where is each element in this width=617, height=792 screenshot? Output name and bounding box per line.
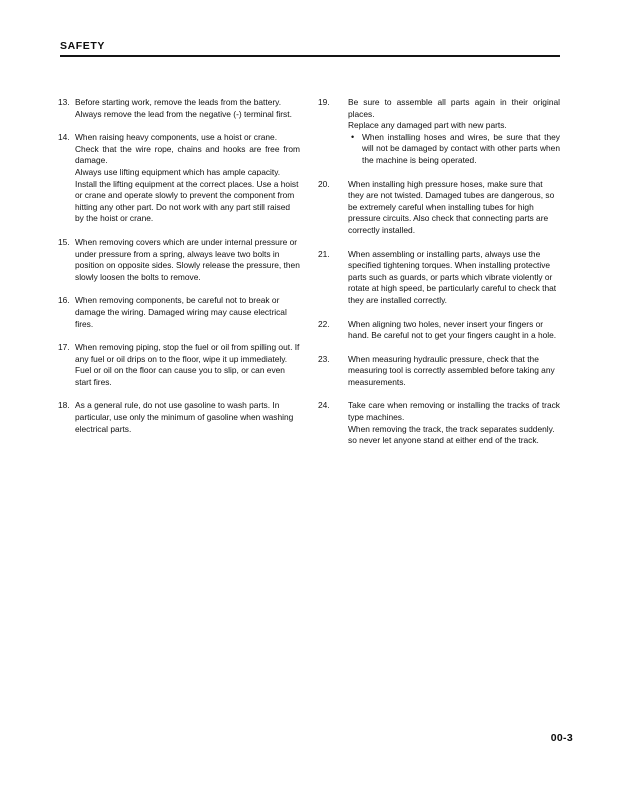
safety-item <box>318 249 560 307</box>
left-column <box>58 97 300 447</box>
safety-item-number: 16. <box>58 295 70 306</box>
safety-item-paragraph: When removing covers which are under internal pressure or under pressure from a spring, always leave two bolts in position on opposite sides. Slowly release the pressure, then slowly loosen the bolts to remove. <box>75 236 300 282</box>
safety-item-body <box>348 249 560 307</box>
safety-item <box>58 342 300 388</box>
safety-item <box>58 97 300 120</box>
safety-item-paragraph: Check that the wire rope, chains and hooks are free from damage. <box>75 143 300 166</box>
safety-item-number: 21. <box>318 248 330 259</box>
safety-item <box>318 354 560 389</box>
safety-item-body <box>75 132 300 225</box>
safety-item-number: 17. <box>58 342 70 353</box>
safety-item-number: 23. <box>318 353 330 364</box>
safety-item-paragraph: When measuring hydraulic pressure, check that the measuring tool is correctly assembled before taking any measurements. <box>348 353 555 387</box>
safety-item <box>318 319 560 342</box>
safety-item <box>58 237 300 283</box>
safety-item-paragraph: When aligning two holes, never insert your fingers or hand. Be careful not to get your fingers caught in a hole. <box>348 318 557 341</box>
content-columns <box>58 97 560 459</box>
safety-item-body <box>75 400 300 435</box>
safety-item <box>58 400 300 435</box>
safety-item-body <box>348 179 560 237</box>
safety-item-number: 20. <box>318 178 330 189</box>
safety-item-body <box>348 97 560 167</box>
header-divider <box>60 55 560 57</box>
safety-item-bullet-list <box>348 132 560 167</box>
safety-item-paragraph: Replace any damaged part with new parts. <box>348 120 507 131</box>
safety-item-paragraph: Always use lifting equipment which has ample capacity. <box>75 166 281 177</box>
safety-item-number: 15. <box>58 236 70 247</box>
safety-item-paragraph: When removing the track, the track separates suddenly. so never let anyone stand at either end of the track. <box>348 423 555 446</box>
safety-item-paragraph: Be sure to assemble all parts again in their original places. <box>348 97 560 119</box>
safety-item-body <box>348 319 560 342</box>
safety-item-body <box>75 342 300 388</box>
safety-item-paragraph: When raising heavy components, use a hoist or crane. <box>75 132 278 143</box>
safety-item-body <box>348 354 560 389</box>
safety-item-body <box>75 237 300 283</box>
right-column <box>318 97 560 459</box>
safety-item-paragraph: When installing high pressure hoses, make sure that they are not twisted. Damaged tubes are dangerous, so be extremely careful when installing tubes for high pressure circuits. Also check that connecting parts are correctly installed. <box>348 178 555 235</box>
safety-item-number: 14. <box>58 132 70 143</box>
safety-item-paragraph: When assembling or installing parts, always use the specified tightening torques. When installing protective parts such as guards, or parts which vibrate violently or rotate at high speed, be particularly careful to check that they are installed correctly. <box>348 248 557 305</box>
safety-item-paragraph: When removing components, be careful not to break or damage the wiring. Damaged wiring may cause electrical fires. <box>75 295 287 329</box>
safety-item-body <box>348 400 560 446</box>
safety-item-number: 13. <box>58 97 70 107</box>
safety-item-paragraph: Install the lifting equipment at the correct places. Use a hoist or crane and operate slowly to prevent the component from hitting any other part. Do not work with any part still raised by the hoist or crane. <box>75 178 299 224</box>
safety-item-number: 24. <box>318 400 330 411</box>
safety-item-body <box>75 97 300 120</box>
bullet-icon: • <box>351 131 355 142</box>
safety-item-number: 19. <box>318 97 330 107</box>
safety-item-bullet-text: When installing hoses and wires, be sure that they will not be damaged by contact with other parts when the machine is being operated. <box>362 131 560 165</box>
safety-item-paragraph: When removing piping, stop the fuel or oil from spilling out. If any fuel or oil drips on to the floor, wipe it up immediately. Fuel or oil on the floor can cause you to slip, or can even start fires. <box>75 342 300 387</box>
safety-item <box>58 295 300 330</box>
page-number: 00-3 <box>550 732 573 744</box>
safety-item-bullet <box>348 132 560 167</box>
section-title: SAFETY <box>60 40 106 52</box>
safety-item-paragraph: Before starting work, remove the leads from the battery. Always remove the lead from the negative (-) terminal first. <box>75 97 292 119</box>
safety-item-number: 18. <box>58 400 70 411</box>
safety-item-paragraph: As a general rule, do not use gasoline to wash parts. In particular, use only the minimum of gasoline when washing electrical parts. <box>75 400 294 434</box>
safety-item <box>318 400 560 446</box>
safety-item-number: 22. <box>318 318 330 329</box>
safety-item-body <box>75 295 300 330</box>
page-header <box>60 40 560 57</box>
safety-item-paragraph: Take care when removing or installing the tracks of track type machines. <box>348 400 560 423</box>
safety-item <box>58 132 300 225</box>
safety-item <box>318 179 560 237</box>
safety-item <box>318 97 560 167</box>
